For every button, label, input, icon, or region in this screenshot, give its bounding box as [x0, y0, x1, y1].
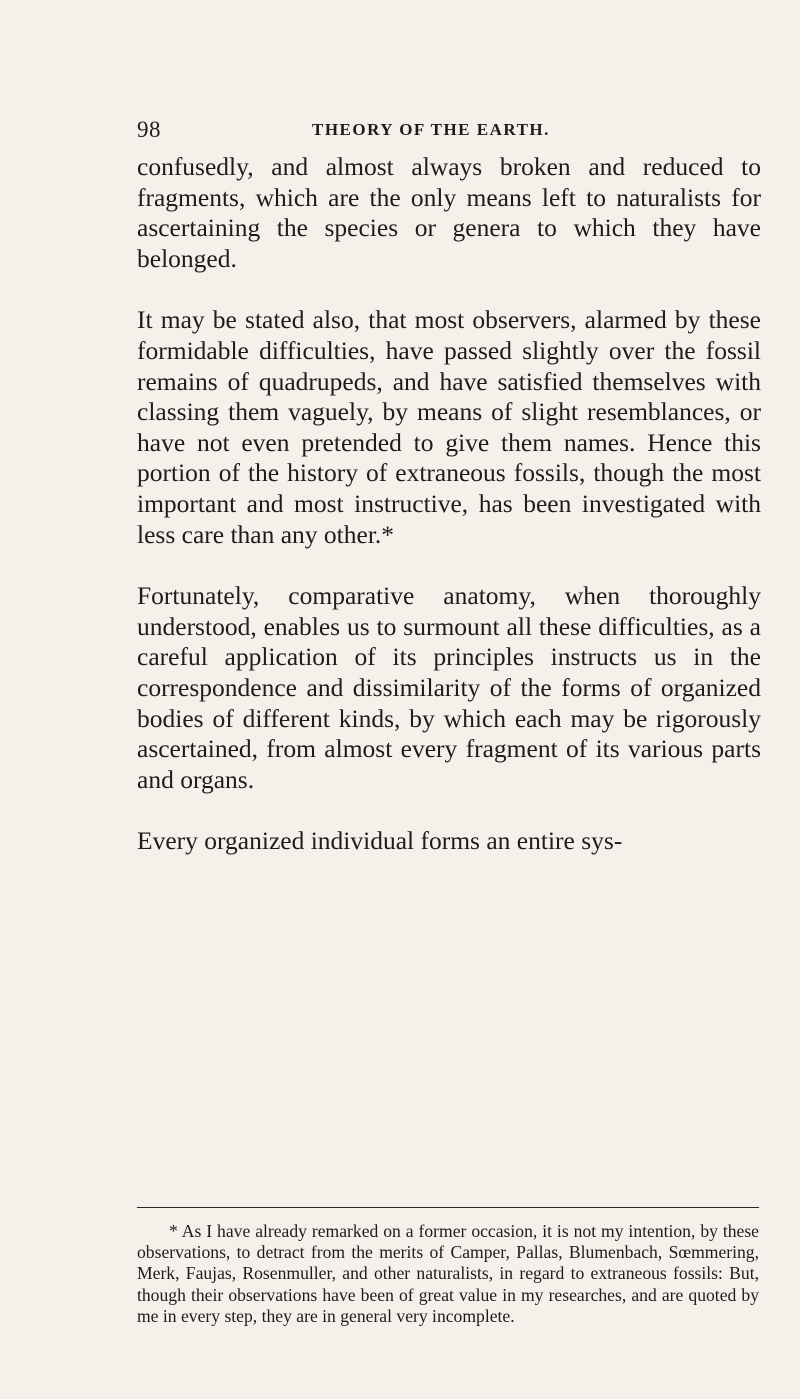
paragraph-2: It may be stated also, that most observers, alarmed by these formidable difficulties, have passed slightly over the fossil remains of quadrupeds, and have satisfied themselves with classing them vaguely, by means of slight resemblances, or have not even pretended to give them names. Hence this portion of the history of extraneous fossils, though the most important and most instructive, has been investigated with less care than any other.*: [137, 305, 761, 549]
footnote-rule: [137, 1207, 759, 1208]
running-head: [137, 117, 777, 141]
footnote-text: * As I have already remarked on a former occasion, it is not my intention, by these observations, to detract from the merits of Camper, Pallas, Blumenbach, Sœmmering, Merk, Faujas, Rosenmuller, and other naturalists, in regard to extraneous fossils: But, though their observations have been of great value in my researches, and are quoted by me in every step, they are in general very incomplete.: [137, 1221, 759, 1326]
paragraph-4: Every organized individual forms an entire sys-: [137, 826, 623, 856]
paragraph-3: Fortunately, comparative anatomy, when thoroughly understood, enables us to surmount all these difficulties, as a careful application of its principles instructs us in the correspondence and dissimilarity of the forms of organized bodies of different kinds, by which each may be rigorously ascertained, from almost every fragment of its various parts and organs.: [137, 581, 761, 794]
running-title: THEORY OF THE EARTH.: [312, 120, 550, 139]
footnote: [137, 1221, 759, 1327]
paragraph-1: confusedly, and almost always broken and reduced to fragments, which are the only means left to naturalists for ascertaining the species or genera to which they have belonged.: [137, 152, 761, 273]
page-number: 98: [137, 117, 161, 142]
body-text: [137, 152, 761, 857]
